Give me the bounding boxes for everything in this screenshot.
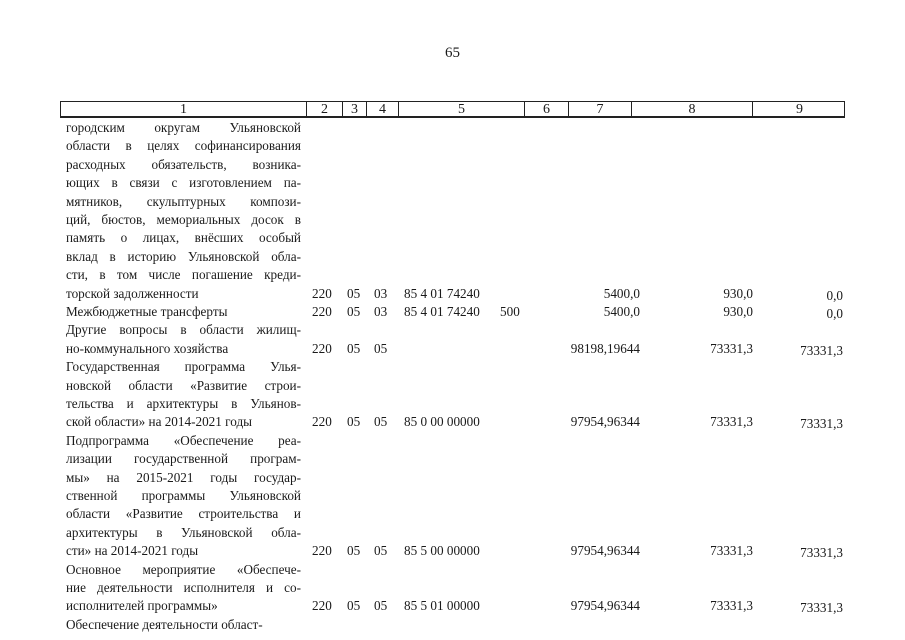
description-line: мы» на 2015-2021 годы государ-: [66, 469, 301, 485]
description-line: торской задолженности: [66, 285, 199, 301]
cell-col-8: 73331,3: [710, 543, 753, 559]
cell-col-7: 98198,19644: [570, 340, 640, 356]
cell-col-4: 05: [374, 598, 388, 614]
cell-col-7: 97954,96344: [570, 598, 640, 614]
cell-col-4: 05: [374, 414, 388, 430]
description-line: сти» на 2014-2021 годы: [66, 543, 199, 559]
description-line: ской области» на 2014-2021 годы: [66, 414, 253, 430]
description-line: но-коммунального хозяйства: [66, 340, 229, 356]
header-cell-1: 1: [61, 102, 307, 116]
cell-col-5: 85 5 00 00000: [404, 543, 480, 559]
description-line: Основное мероприятие «Обеспече-: [66, 561, 301, 577]
description-line: области «Развитие строительства и: [66, 506, 301, 522]
description-line: память о лицах, внёсших особый: [66, 230, 301, 246]
description-line: тельства и архитектуры в Ульянов-: [66, 395, 301, 411]
cell-col-2: 220: [312, 340, 332, 356]
cell-col-2: 220: [312, 414, 332, 430]
cell-col-5: 85 4 01 74240: [404, 285, 480, 301]
description-line: ющих в связи с изготовлением па-: [66, 175, 301, 191]
cell-col-2: 220: [312, 304, 332, 319]
cell-col-8: 73331,3: [710, 414, 753, 430]
cell-col-5: 85 5 01 00000: [404, 598, 480, 614]
cell-col-2: 220: [312, 543, 332, 559]
description-line: Государственная программа Улья-: [66, 359, 301, 375]
description-line: исполнителей программы»: [66, 598, 218, 614]
row-description: [66, 616, 301, 634]
description-line: расходных обязательств, возника-: [66, 156, 301, 172]
header-cell-2: 2: [307, 102, 343, 116]
description-line: мятников, скульптурных компози-: [66, 193, 301, 209]
description-line: ние деятельности исполнителя и со-: [66, 579, 301, 595]
row-description: [66, 561, 301, 616]
description-line: сти, в том числе погашение креди-: [66, 267, 301, 283]
cell-col-8: 930,0: [723, 285, 753, 301]
description-line: Обеспечение деятельности област-: [66, 616, 263, 632]
description-line: Межбюджетные трансферты: [66, 304, 228, 319]
cell-col-8: 930,0: [723, 304, 753, 319]
cell-col-4: 03: [374, 285, 388, 301]
cell-col-5: 85 4 01 74240: [404, 304, 480, 319]
cell-col-9: 73331,3: [800, 416, 843, 432]
row-description: [66, 432, 301, 561]
description-line: Другие вопросы в области жилищ-: [66, 322, 301, 338]
cell-col-9: 0,0: [826, 287, 843, 303]
header-cell-9: 9: [796, 102, 803, 117]
description-line: вклад в историю Ульяновской обла-: [66, 248, 301, 264]
cell-col-9: 0,0: [826, 306, 843, 321]
cell-col-7: 97954,96344: [570, 543, 640, 559]
description-line: новской области «Развитие строи-: [66, 377, 301, 393]
header-cell-5: 5: [399, 102, 525, 116]
header-cell-3: 3: [343, 102, 367, 116]
cell-col-3: 05: [347, 598, 361, 614]
cell-col-8: 73331,3: [710, 598, 753, 614]
cell-col-9: 73331,3: [800, 342, 843, 358]
description-line: Подпрограмма «Обеспечение реа-: [66, 432, 301, 448]
row-description: [66, 303, 301, 321]
header-cell-7: 7: [569, 102, 632, 116]
cell-col-3: 05: [347, 414, 361, 430]
page-number: 65: [445, 45, 460, 61]
description-line: лизации государственной програм-: [66, 451, 301, 467]
cell-col-2: 220: [312, 598, 332, 614]
table-header-row: [60, 101, 845, 118]
header-cell-6: 6: [525, 102, 569, 116]
description-line: архитектуры в Ульяновской обла-: [66, 524, 301, 540]
cell-col-3: 05: [347, 543, 361, 559]
cell-col-3: 05: [347, 285, 361, 301]
cell-col-9: 73331,3: [800, 600, 843, 616]
cell-col-3: 05: [347, 340, 361, 356]
cell-col-4: 05: [374, 340, 388, 356]
description-line: области в целях софинансирования: [66, 138, 301, 154]
description-line: городским округам Ульяновской: [66, 120, 301, 135]
description-line: ственной программы Ульяновской: [66, 487, 301, 503]
cell-col-7: 5400,0: [603, 304, 640, 319]
cell-col-3: 05: [347, 304, 361, 319]
row-description: [66, 321, 301, 358]
cell-col-4: 03: [374, 304, 388, 319]
header-cell-8: 8: [632, 102, 753, 116]
cell-col-8: 73331,3: [710, 340, 753, 356]
cell-col-5: 85 0 00 00000: [404, 414, 480, 430]
row-description: [66, 119, 301, 303]
description-line: ций, бюстов, мемориальных досок в: [66, 211, 301, 227]
cell-col-9: 73331,3: [800, 545, 843, 561]
cell-col-2: 220: [312, 285, 332, 301]
cell-col-4: 05: [374, 543, 388, 559]
cell-col-7: 5400,0: [603, 285, 640, 301]
cell-col-7: 97954,96344: [570, 414, 640, 430]
row-description: [66, 358, 301, 432]
header-cell-4: 4: [367, 102, 399, 116]
cell-col-6: 500: [500, 304, 520, 319]
